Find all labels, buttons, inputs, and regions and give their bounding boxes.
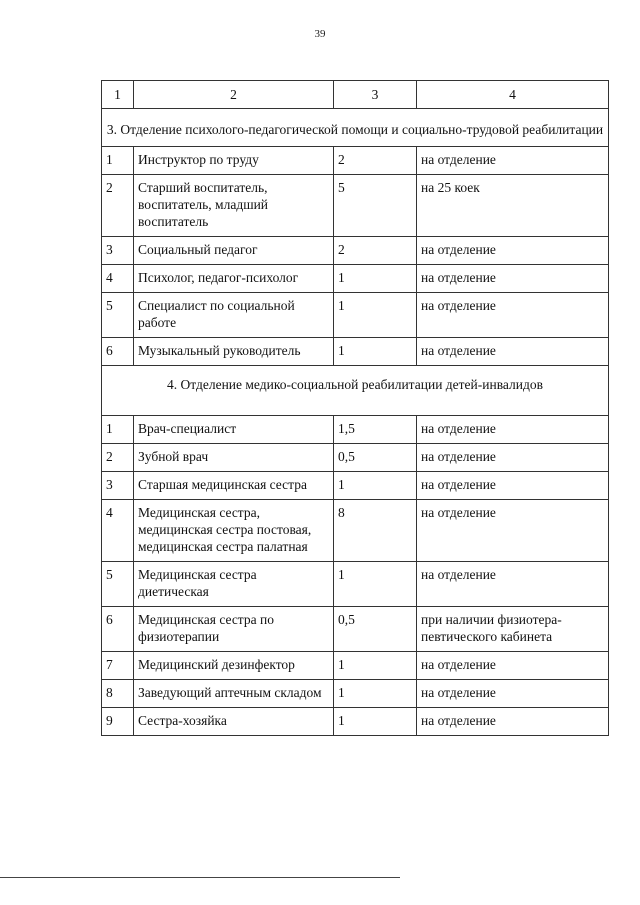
section-title-row (102, 109, 609, 147)
staff-basis: на отделение (417, 265, 609, 293)
staff-basis: на отделение (417, 416, 609, 444)
staff-count: 0,5 (334, 607, 417, 652)
table-row (102, 416, 609, 444)
header-cell-1: 1 (102, 81, 134, 109)
staff-basis: на отделение (417, 500, 609, 562)
position-name: Старшая медицинская сестра (134, 472, 334, 500)
table-row (102, 680, 609, 708)
row-number: 6 (102, 338, 134, 366)
row-number: 9 (102, 708, 134, 736)
section-title: 3. Отделение психолого-педагогической помощи и социально-трудовой реабилитации (102, 109, 609, 147)
row-number: 2 (102, 175, 134, 237)
row-number: 3 (102, 472, 134, 500)
staff-count: 2 (334, 237, 417, 265)
position-name: Инструктор по труду (134, 147, 334, 175)
staff-count: 1,5 (334, 416, 417, 444)
table-row (102, 147, 609, 175)
table-row (102, 607, 609, 652)
position-name: Психолог, педагог-психолог (134, 265, 334, 293)
position-name: Специалист по социальной работе (134, 293, 334, 338)
staff-count: 1 (334, 472, 417, 500)
staff-basis: на отделение (417, 562, 609, 607)
table-row (102, 444, 609, 472)
staff-count: 1 (334, 708, 417, 736)
table-row (102, 708, 609, 736)
page-number: 39 (314, 28, 326, 40)
staff-basis: на отделение (417, 444, 609, 472)
header-cell-3: 3 (334, 81, 417, 109)
row-number: 1 (102, 416, 134, 444)
row-number: 4 (102, 500, 134, 562)
staff-basis: на отделение (417, 237, 609, 265)
table-row (102, 175, 609, 237)
header-cell-4: 4 (417, 81, 609, 109)
staff-count: 1 (334, 265, 417, 293)
staff-count: 1 (334, 293, 417, 338)
staff-basis: на отделение (417, 472, 609, 500)
table-header-row (102, 81, 609, 109)
header-cell-2: 2 (134, 81, 334, 109)
position-name: Сестра-хозяйка (134, 708, 334, 736)
row-number: 8 (102, 680, 134, 708)
table-row (102, 293, 609, 338)
staff-count: 0,5 (334, 444, 417, 472)
staff-count: 1 (334, 562, 417, 607)
staff-count: 1 (334, 652, 417, 680)
staff-count: 5 (334, 175, 417, 237)
row-number: 6 (102, 607, 134, 652)
table-row (102, 562, 609, 607)
position-name: Медицинская сестра по физиотерапии (134, 607, 334, 652)
position-name: Врач-специалист (134, 416, 334, 444)
position-name: Медицинский дезинфектор (134, 652, 334, 680)
position-name: Медицинская сестра, медицинская сестра постовая, медицинская сестра палатная (134, 500, 334, 562)
bottom-rule (0, 877, 400, 878)
position-name: Музыкальный руководитель (134, 338, 334, 366)
row-number: 5 (102, 562, 134, 607)
row-number: 1 (102, 147, 134, 175)
staff-basis: на отделение (417, 147, 609, 175)
staff-basis: на отделение (417, 338, 609, 366)
table-row (102, 500, 609, 562)
staff-count: 8 (334, 500, 417, 562)
position-name: Заведующий аптечным складом (134, 680, 334, 708)
staff-basis: на отделение (417, 708, 609, 736)
table-row (102, 652, 609, 680)
section-title: 4. Отделение медико-социальной реабилитации детей-инвалидов (102, 366, 609, 416)
position-name: Старший воспитатель, воспитатель, младший воспитатель (134, 175, 334, 237)
staff-count: 1 (334, 338, 417, 366)
table-row (102, 338, 609, 366)
row-number: 7 (102, 652, 134, 680)
table-row (102, 237, 609, 265)
table-row (102, 265, 609, 293)
staff-count: 1 (334, 680, 417, 708)
section-title-row (102, 366, 609, 416)
position-name: Медицинская сестра диетическая (134, 562, 334, 607)
row-number: 2 (102, 444, 134, 472)
staff-basis: на отделение (417, 652, 609, 680)
staff-basis: на отделение (417, 293, 609, 338)
staff-basis: на отделение (417, 680, 609, 708)
row-number: 3 (102, 237, 134, 265)
position-name: Социальный педагог (134, 237, 334, 265)
table-row (102, 472, 609, 500)
row-number: 4 (102, 265, 134, 293)
staff-count: 2 (334, 147, 417, 175)
row-number: 5 (102, 293, 134, 338)
staff-basis: при наличии физиотера-певтического кабинета (417, 607, 609, 652)
position-name: Зубной врач (134, 444, 334, 472)
staff-basis: на 25 коек (417, 175, 609, 237)
staffing-table (101, 80, 609, 736)
